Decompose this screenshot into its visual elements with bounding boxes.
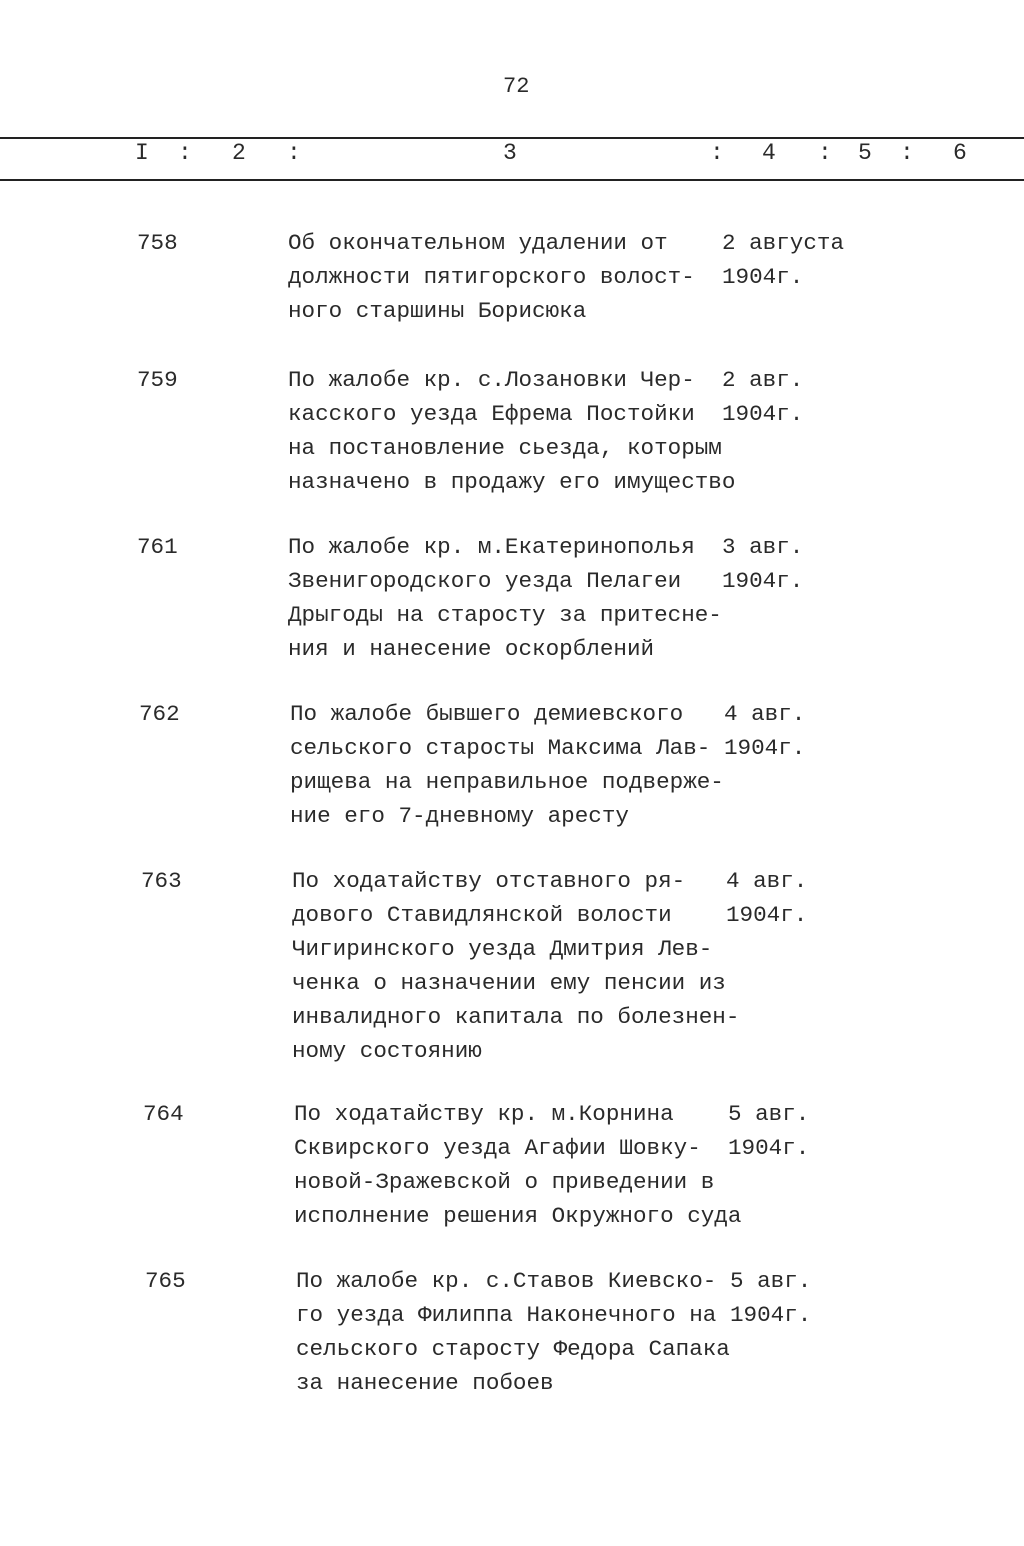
- entry-number: 761: [137, 534, 178, 560]
- date-line: 4 авг.: [726, 868, 808, 894]
- entry-description: [288, 226, 695, 328]
- date-line: 5 авг.: [728, 1101, 810, 1127]
- column-header-label: 4: [762, 140, 776, 166]
- description-line: дового Ставидлянской волости: [292, 902, 672, 928]
- column-separator: :: [178, 140, 192, 166]
- column-separator: :: [287, 140, 301, 166]
- column-header-label: I: [135, 140, 149, 166]
- description-line: Дрыгоды на старосту за притесне-: [288, 602, 722, 628]
- description-line: ния и нанесение оскорблений: [288, 636, 655, 662]
- description-line: По ходатайству отставного ря-: [292, 868, 686, 894]
- column-separator: :: [818, 140, 832, 166]
- date-line: 4 авг.: [724, 701, 806, 727]
- entry-number: 762: [139, 701, 180, 727]
- entry-description: [292, 864, 739, 1068]
- description-line: новой-Зражевской о приведении в: [294, 1169, 715, 1195]
- entry-date: [730, 1264, 811, 1332]
- entry-number: 759: [137, 367, 178, 393]
- date-line: 1904г.: [726, 902, 808, 928]
- entry-date: [724, 697, 805, 765]
- description-line: го уезда Филиппа Наконечного на: [296, 1302, 717, 1328]
- date-line: 1904г.: [722, 568, 804, 594]
- column-separator: :: [710, 140, 724, 166]
- entry-description: [294, 1097, 741, 1233]
- description-line: назначено в продажу его имущество: [288, 469, 736, 495]
- date-line: 5 авг.: [730, 1268, 812, 1294]
- description-line: ченка о назначении ему пенсии из: [292, 970, 726, 996]
- description-line: рищева на неправильное подверже-: [290, 769, 724, 795]
- entry-date: [722, 530, 803, 598]
- description-line: касского уезда Ефрема Постойки: [288, 401, 695, 427]
- entry-description: [290, 697, 724, 833]
- date-line: 1904г.: [722, 401, 804, 427]
- description-line: Сквирского уезда Агафии Шовку-: [294, 1135, 701, 1161]
- page-number: 72: [503, 74, 530, 99]
- entry-description: [288, 530, 722, 666]
- date-line: 3 авг.: [722, 534, 804, 560]
- description-line: сельского старосту Федора Сапака: [296, 1336, 730, 1362]
- entry-date: [726, 864, 807, 932]
- date-line: 1904г.: [722, 264, 804, 290]
- date-line: 2 авг.: [722, 367, 804, 393]
- entry-date: [722, 363, 803, 431]
- description-line: ного старшины Борисюка: [288, 298, 587, 324]
- description-line: По ходатайству кр. м.Корнина: [294, 1101, 674, 1127]
- description-line: ние его 7-дневному аресту: [290, 803, 629, 829]
- description-line: По жалобе кр. м.Екатеринополья: [288, 534, 695, 560]
- column-header-label: 3: [503, 140, 517, 166]
- entry-date: [722, 226, 844, 294]
- column-header-label: 2: [232, 140, 246, 166]
- description-line: Чигиринского уезда Дмитрия Лев-: [292, 936, 713, 962]
- description-line: на постановление сьезда, которым: [288, 435, 722, 461]
- description-line: сельского старосты Максима Лав-: [290, 735, 711, 761]
- entry-description: [288, 363, 735, 499]
- header-top-rule: [0, 137, 1024, 139]
- description-line: Об окончательном удалении от: [288, 230, 668, 256]
- description-line: По жалобе бывшего демиевского: [290, 701, 684, 727]
- description-line: По жалобе кр. с.Ставов Киевско-: [296, 1268, 717, 1294]
- description-line: за нанесение побоев: [296, 1370, 554, 1396]
- date-line: 1904г.: [728, 1135, 810, 1161]
- entry-number: 764: [143, 1101, 184, 1127]
- description-line: ному состоянию: [292, 1038, 482, 1064]
- entry-date: [728, 1097, 809, 1165]
- entry-description: [296, 1264, 730, 1400]
- date-line: 1904г.: [730, 1302, 812, 1328]
- entry-number: 763: [141, 868, 182, 894]
- date-line: 1904г.: [724, 735, 806, 761]
- column-separator: :: [900, 140, 914, 166]
- entry-number: 765: [145, 1268, 186, 1294]
- column-header-label: 5: [858, 140, 872, 166]
- header-bottom-rule: [0, 179, 1024, 181]
- entry-number: 758: [137, 230, 178, 256]
- description-line: должности пятигорского волост-: [288, 264, 695, 290]
- column-header-label: 6: [953, 140, 967, 166]
- date-line: 2 августа: [722, 230, 845, 256]
- description-line: По жалобе кр. с.Лозановки Чер-: [288, 367, 695, 393]
- description-line: инвалидного капитала по болезнен-: [292, 1004, 740, 1030]
- description-line: Звенигородского уезда Пелагеи: [288, 568, 682, 594]
- description-line: исполнение решения Окружного суда: [294, 1203, 742, 1229]
